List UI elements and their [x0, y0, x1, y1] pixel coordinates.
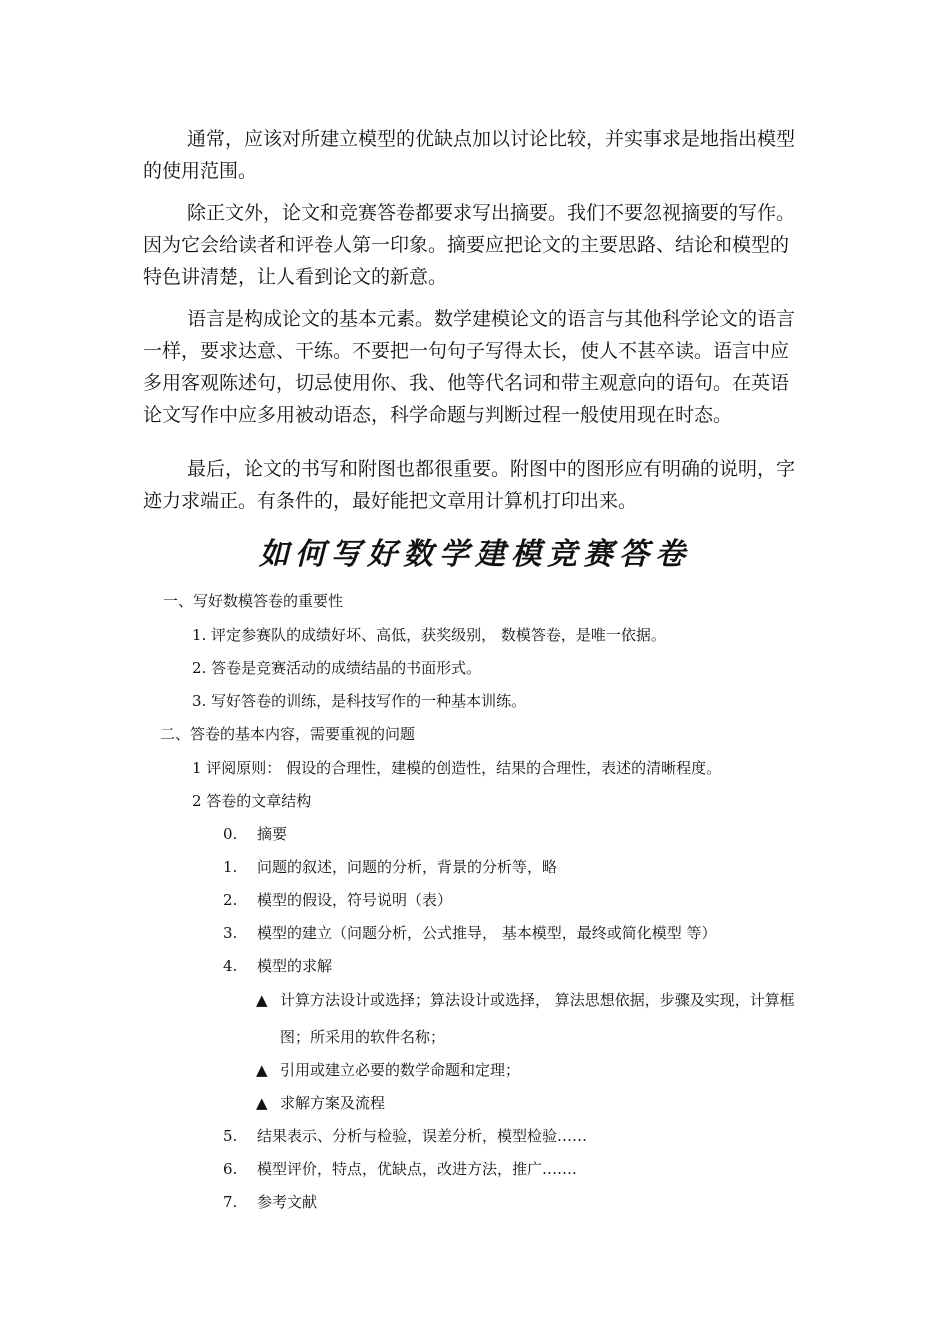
answer-structure-heading: 2 答卷的文章结构 — [192, 792, 312, 810]
paragraph-language: 语言是构成论文的基本元素。数学建模论文的语言与其他科学论文的语言一样，要求达意、干练。不要把一句句子写得太长，使人不甚卒读。语言中应多用客观陈述句，切忌使用你、我、他等代名词和带主观意向的语句。在英语论文写作中应多用被动语态，科学命题与判断过程一般使用现在时态。 — [143, 308, 796, 426]
section1-item-3: 3. 写好答卷的训练，是科技写作的一种基本训练。 — [192, 692, 527, 710]
section1-item-1: 1. 评定参赛队的成绩好坏、高低，获奖级别， 数模答卷，是唯一依据。 — [192, 626, 666, 644]
bullet-item-3: ▲ 求解方案及流程 — [256, 1094, 386, 1112]
bullet-item-1: ▲ 计算方法设计或选择；算法设计或选择， 算法思想依据，步骤及实现，计算框 — [256, 991, 795, 1009]
bullet-item-2: ▲ 引用或建立必要的数学命题和定理； — [256, 1061, 521, 1079]
section1-heading: 一、写好数模答卷的重要性 — [163, 592, 344, 610]
structure-item-5: 5. 结果表示、分析与检验，误差分析，模型检验…… — [223, 1127, 588, 1145]
structure-item-4: 4. 模型的求解 — [223, 957, 333, 975]
section2-heading: 二、答卷的基本内容，需要重视的问题 — [160, 725, 416, 743]
paragraph-abstract: 除正文外，论文和竞赛答卷都要求写出摘要。我们不要忽视摘要的写作。因为它会给读者和评卷人第一印象。摘要应把论文的主要思路、结论和模型的特色讲清楚，让人看到论文的新意。 — [143, 202, 796, 288]
bullet-item-1-cont: 图；所采用的软件名称； — [280, 1028, 446, 1046]
triangle-bullet-icon: ▲ — [256, 991, 268, 1009]
structure-item-2: 2. 模型的假设，符号说明（表） — [223, 891, 453, 909]
section-title: 如何写好数学建模竞赛答卷 — [259, 537, 691, 572]
review-principles: 1 评阅原则： 假设的合理性，建模的创造性，结果的合理性，表述的清晰程度。 — [192, 759, 722, 777]
structure-item-1: 1. 问题的叙述，问题的分析，背景的分析等，略 — [223, 858, 558, 876]
structure-item-6: 6. 模型评价，特点，优缺点，改进方法，推广……. — [223, 1160, 577, 1178]
section1-item-2: 2. 答卷是竞赛活动的成绩结晶的书面形式。 — [192, 659, 482, 677]
triangle-bullet-icon: ▲ — [256, 1094, 268, 1112]
paragraph-model-evaluation: 通常，应该对所建立模型的优缺点加以讨论比较，并实事求是地指出模型的使用范围。 — [143, 128, 796, 182]
triangle-bullet-icon: ▲ — [256, 1061, 268, 1079]
paragraph-figures: 最后，论文的书写和附图也都很重要。附图中的图形应有明确的说明，字迹力求端正。有条件的，最好能把文章用计算机打印出来。 — [143, 458, 796, 512]
structure-item-7: 7. 参考文献 — [223, 1193, 318, 1211]
structure-item-3: 3. 模型的建立（问题分析，公式推导， 基本模型，最终或简化模型 等） — [223, 924, 717, 942]
structure-item-0: 0. 摘要 — [223, 825, 288, 843]
